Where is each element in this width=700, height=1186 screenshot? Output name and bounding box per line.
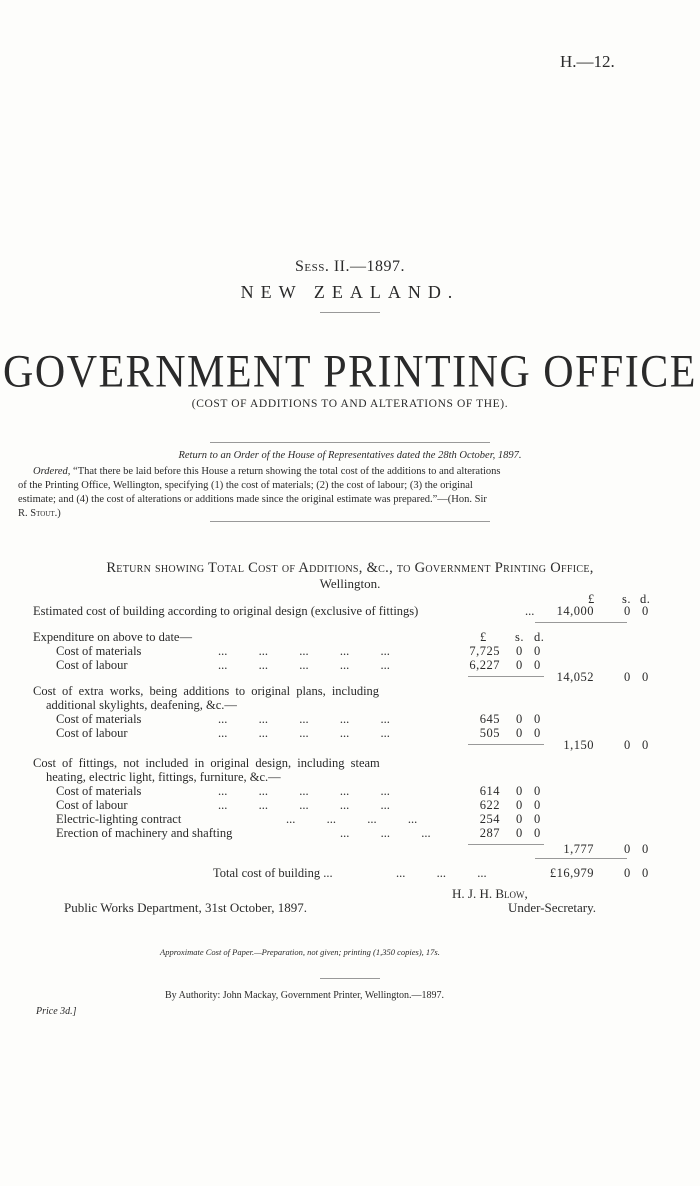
- exp-total-d: 0: [642, 670, 649, 684]
- col-header-s: s.: [622, 592, 631, 606]
- estimate-d: 0: [642, 604, 649, 618]
- extra-item-labour-dots: ... ... ... ... ...: [218, 726, 390, 740]
- fit-item-electric-dots: ... ... ... ...: [286, 812, 418, 826]
- fit-item-labour-s: 0: [516, 798, 523, 812]
- order-line-1: [33, 466, 501, 477]
- estimate-rule: [535, 622, 627, 623]
- extra-item-materials: Cost of materials: [56, 712, 142, 726]
- grand-total-rule: [535, 858, 627, 859]
- estimate-dots: ...: [525, 604, 535, 618]
- extra-item-materials-s: 0: [516, 712, 523, 726]
- fit-item-electric-d: 0: [534, 812, 541, 826]
- fit-item-electric: Electric-lighting contract: [56, 812, 182, 826]
- sub-header-s: s.: [515, 630, 524, 644]
- extra-item-materials-dots: ... ... ... ... ...: [218, 712, 390, 726]
- extra-total-s: 0: [624, 738, 631, 752]
- signatory-name: H. J. H. Blow,: [452, 886, 528, 901]
- estimate-s: 0: [624, 604, 631, 618]
- fit-item-electric-s: 0: [516, 812, 523, 826]
- fit-item-labour-d: 0: [534, 798, 541, 812]
- exp-item-materials-dots: ... ... ... ... ...: [218, 644, 390, 658]
- grand-total-pounds: £16,979: [549, 866, 594, 880]
- expenditure-heading: Expenditure on above to date—: [33, 630, 192, 644]
- extra-item-materials-pounds: 645: [479, 712, 500, 726]
- authority-line: By Authority: John Mackay, Government Printer, Wellington.—1897.: [165, 990, 445, 1001]
- order-line-3: estimate; and (4) the cost of alterations or additions made since the original estimate was prepared.”—(Hon. Sir: [18, 494, 487, 505]
- country-heading: NEW ZEALAND.: [240, 282, 460, 302]
- col-header-pound: £: [588, 592, 595, 606]
- order-text-1: “That there be laid before this House a return showing the total cost of the additions to and alterations: [73, 466, 501, 477]
- fit-item-machinery-pounds: 287: [479, 826, 500, 840]
- order-divider: [210, 521, 490, 522]
- fittings-heading-2: heating, electric light, fittings, furniture, &c.—: [46, 770, 281, 784]
- fit-item-materials-s: 0: [516, 784, 523, 798]
- footer-divider: [320, 978, 380, 979]
- exp-item-labour-pounds: 6,227: [469, 658, 500, 672]
- paper-cost-note: [160, 947, 440, 957]
- fit-item-labour: Cost of labour: [56, 798, 128, 812]
- extra-total-d: 0: [642, 738, 649, 752]
- fit-item-machinery: Erection of machinery and shafting: [56, 826, 233, 840]
- exp-item-labour-d: 0: [534, 658, 541, 672]
- fit-total-s: 0: [624, 842, 631, 856]
- fittings-heading-1: Cost of fittings, not included in original design, including steam: [33, 756, 380, 770]
- exp-item-labour-s: 0: [516, 658, 523, 672]
- short-divider: [320, 312, 380, 313]
- grand-total-d: 0: [642, 866, 649, 880]
- table-title: Return showing Total Cost of Additions, &c., to Government Printing Office,: [106, 560, 594, 576]
- fit-item-machinery-s: 0: [516, 826, 523, 840]
- order-line-2: of the Printing Office, Wellington, specifying (1) the cost of materials; (2) the cost of labour; (3) the original: [18, 480, 473, 491]
- sub-header-pound: £: [480, 630, 487, 644]
- fit-item-labour-dots: ... ... ... ... ...: [218, 798, 390, 812]
- extra-item-labour-pounds: 505: [479, 726, 500, 740]
- session-line: Sess. II.—1897.: [294, 258, 405, 275]
- exp-item-labour: Cost of labour: [56, 658, 128, 672]
- estimate-pounds: 14,000: [556, 604, 594, 618]
- extra-item-labour-d: 0: [534, 726, 541, 740]
- return-intro: Return to an Order of the House of Representatives dated the 28th October, 1897.: [178, 450, 522, 461]
- exp-item-materials-s: 0: [516, 644, 523, 658]
- exp-item-materials-pounds: 7,725: [469, 644, 500, 658]
- fit-item-electric-pounds: 254: [479, 812, 500, 826]
- department-date: Public Works Department, 31st October, 1897.: [64, 900, 307, 915]
- extra-item-materials-d: 0: [534, 712, 541, 726]
- order-line-4: R. Stout.): [18, 508, 61, 519]
- fit-total-d: 0: [642, 842, 649, 856]
- fit-item-materials: Cost of materials: [56, 784, 142, 798]
- exp-item-materials-d: 0: [534, 644, 541, 658]
- fit-item-labour-pounds: 622: [479, 798, 500, 812]
- fit-item-machinery-d: 0: [534, 826, 541, 840]
- fit-item-materials-pounds: 614: [479, 784, 500, 798]
- exp-total-s: 0: [624, 670, 631, 684]
- col-header-d: d.: [640, 592, 651, 606]
- paper-cost-text: Approximate Cost of Paper.—Preparation, not given; printing (1,350 copies), 17s.: [160, 947, 440, 957]
- extra-total-pounds: 1,150: [563, 738, 594, 752]
- grand-total-s: 0: [624, 866, 631, 880]
- fit-total-pounds: 1,777: [563, 842, 594, 856]
- estimate-label: Estimated cost of building according to original design (exclusive of fittings): [33, 604, 419, 618]
- table-title-location: Wellington.: [319, 576, 381, 591]
- document-title: GOVERNMENT PRINTING OFFICE: [3, 346, 697, 398]
- exp-item-materials: Cost of materials: [56, 644, 142, 658]
- exp-total-pounds: 14,052: [556, 670, 594, 684]
- extra-item-labour: Cost of labour: [56, 726, 128, 740]
- sub-header-d: d.: [534, 630, 545, 644]
- price-note: Price 3d.]: [36, 1006, 77, 1017]
- grand-total-label: Total cost of building ...: [213, 866, 333, 880]
- extra-item-labour-s: 0: [516, 726, 523, 740]
- fit-item-materials-dots: ... ... ... ... ...: [218, 784, 390, 798]
- signatory-title: Under-Secretary.: [508, 900, 597, 915]
- extra-works-heading-2: additional skylights, deafening, &c.—: [46, 698, 237, 712]
- fit-item-machinery-dots: ... ... ...: [340, 826, 431, 840]
- extra-works-heading-1: Cost of extra works, being additions to original plans, including: [33, 684, 380, 698]
- fit-item-materials-d: 0: [534, 784, 541, 798]
- grand-total-dots: ... ... ...: [396, 866, 487, 880]
- exp-item-labour-dots: ... ... ... ... ...: [218, 658, 390, 672]
- ordered-label: Ordered,: [33, 466, 71, 477]
- page-reference: H.—12.: [560, 52, 615, 71]
- document-subtitle: (COST OF ADDITIONS TO AND ALTERATIONS OF THE).: [191, 398, 509, 410]
- title-divider: [210, 442, 490, 443]
